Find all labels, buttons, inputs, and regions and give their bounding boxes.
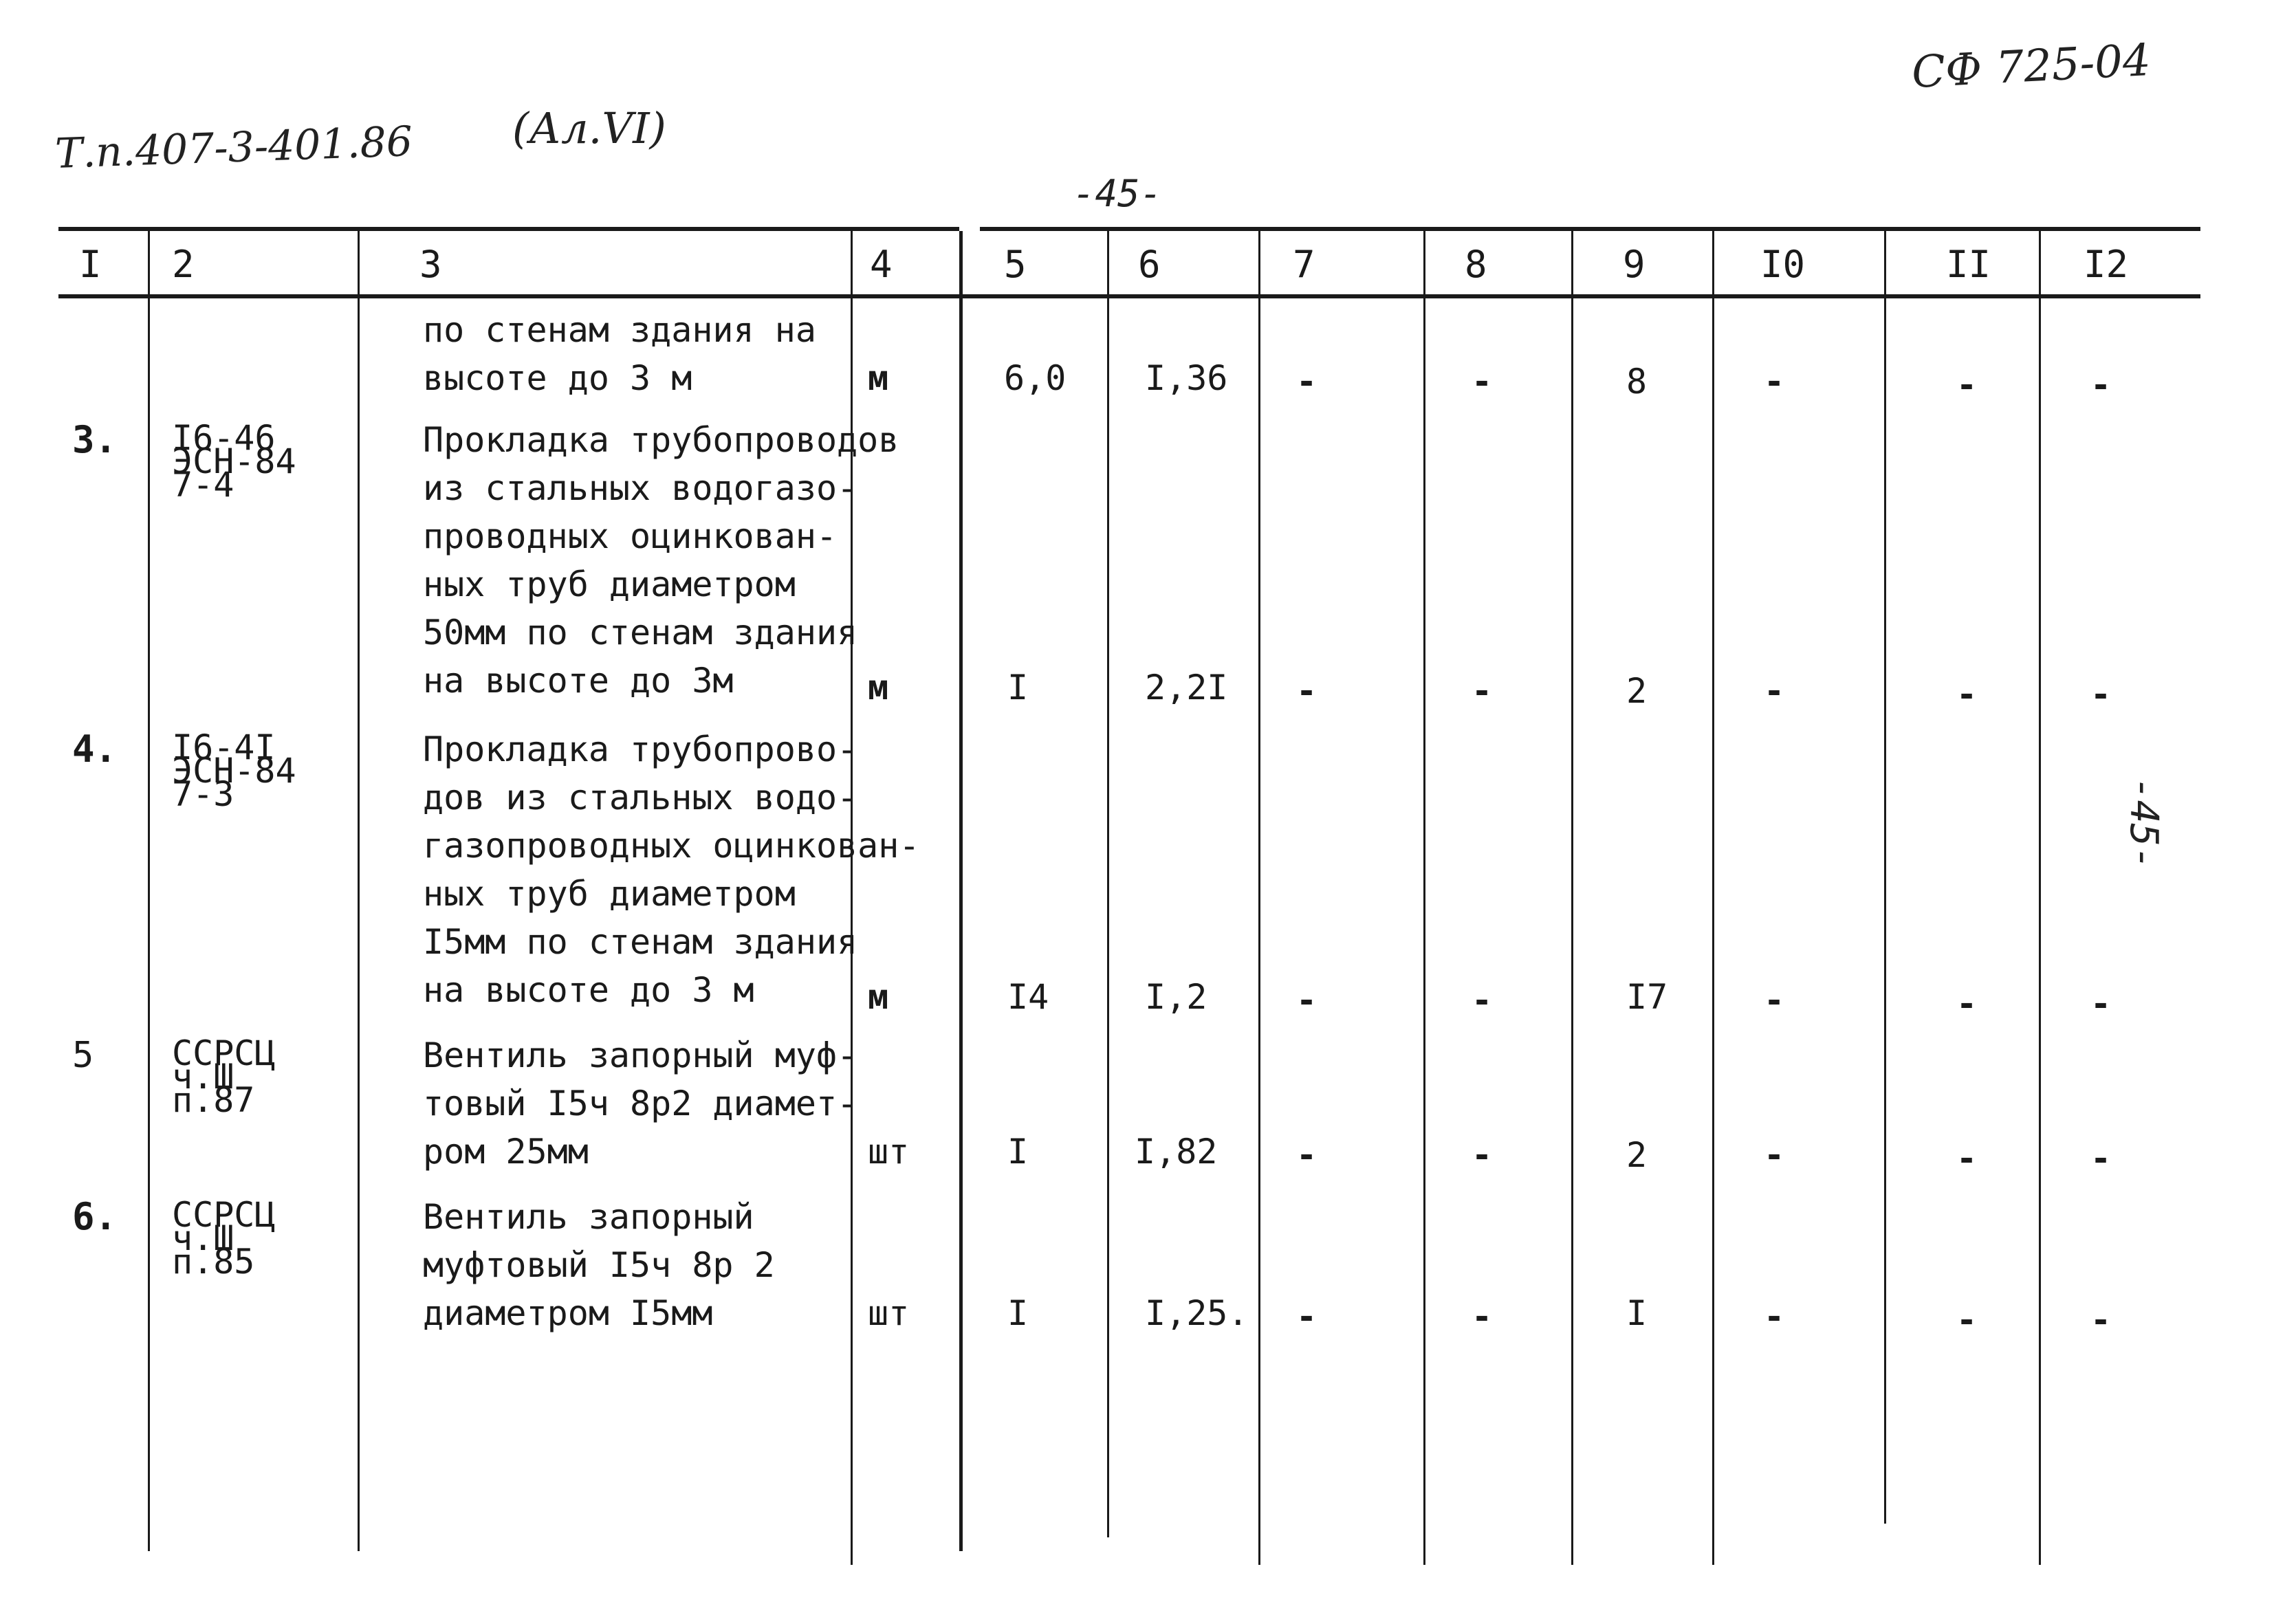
- document-code: СФ 725-04: [1910, 34, 2152, 99]
- row-value-7: -: [1296, 1297, 1318, 1337]
- header-col-9: 9: [1623, 243, 1646, 286]
- table-top-rule: [58, 227, 959, 231]
- row-value-10: -: [1764, 1297, 1785, 1337]
- row-value-12: -: [2090, 1139, 2112, 1178]
- header-col-12: I2: [2084, 243, 2129, 286]
- row-value-11: -: [1956, 674, 1978, 714]
- row-value-11: -: [1956, 984, 1978, 1024]
- row-quantity: 6,0: [1004, 358, 1067, 398]
- row-value-7: -: [1296, 671, 1318, 711]
- row-value-6: I,82: [1135, 1132, 1218, 1172]
- header-col-5: 5: [1004, 243, 1027, 286]
- col-divider-8: [1571, 231, 1573, 1565]
- header-col-3: 3: [419, 243, 442, 286]
- row-description: Прокладка трубопроводов из стальных водогазо- проводных оцинкован- ных труб диаметром 50мм по стенам здания на высоте до 3м: [423, 420, 899, 701]
- row-quantity: I4: [1007, 977, 1049, 1017]
- page-number-top: -45-: [1073, 172, 1163, 215]
- row-value-6: 2,2I: [1145, 668, 1228, 707]
- row-value-12: -: [2090, 984, 2112, 1024]
- row-value-8: -: [1472, 1297, 1493, 1337]
- col-divider-6: [1258, 231, 1260, 1565]
- row-value-9: 2: [1626, 1135, 1648, 1175]
- col-divider-2: [358, 231, 360, 1551]
- header-bottom-rule: [58, 294, 2200, 298]
- row-code: I6-46 ЭСН-84 7-4: [172, 418, 296, 505]
- row-value-7: -: [1296, 1135, 1318, 1175]
- row-value-11: -: [1956, 1300, 1978, 1340]
- row-value-8: -: [1472, 1135, 1493, 1175]
- document-reference: Т.п.407-3-401.86: [54, 117, 414, 179]
- row-value-9: 8: [1626, 362, 1648, 402]
- row-value-6: I,25.: [1145, 1293, 1249, 1333]
- col-divider-1: [148, 231, 150, 1551]
- row-quantity: I: [1007, 668, 1029, 707]
- row-code: ССРСЦ ч.Ш п.85: [172, 1195, 276, 1282]
- row-value-10: -: [1764, 980, 1785, 1020]
- row-description: Вентиль запорный муфтовый I5ч 8р 2 диаметром I5мм: [423, 1197, 775, 1333]
- row-value-10: -: [1764, 671, 1785, 711]
- row-value-8: -: [1472, 671, 1493, 711]
- row-value-9: 2: [1626, 671, 1648, 711]
- row-value-10: -: [1764, 362, 1785, 402]
- row-value-6: I,2: [1145, 977, 1207, 1017]
- row-description: Вентиль запорный муф- товый I5ч 8р2 диамет- ром 25мм: [423, 1035, 858, 1172]
- row-description: по стенам здания на высоте до 3 м: [423, 310, 816, 398]
- row-value-6: I,36: [1145, 358, 1228, 398]
- row-number: 3.: [72, 418, 118, 461]
- header-col-1: I: [79, 243, 102, 286]
- row-value-11: -: [1956, 1139, 1978, 1178]
- table-top-rule-right: [980, 227, 2200, 231]
- row-value-7: -: [1296, 980, 1318, 1020]
- row-unit: шт: [868, 1132, 910, 1172]
- col-divider-9: [1712, 231, 1714, 1565]
- row-unit: м: [868, 358, 889, 398]
- row-value-10: -: [1764, 1135, 1785, 1175]
- col-divider-11: [2039, 231, 2041, 1565]
- row-value-7: -: [1296, 362, 1318, 402]
- row-description: Прокладка трубопрово- дов из стальных водо- газопроводных оцинкован- ных труб диаметром I5мм по стенам здания на высоте до 3 м: [423, 729, 920, 1010]
- row-value-12: -: [2090, 1300, 2112, 1340]
- row-code: I6-4I ЭСН-84 7-3: [172, 727, 296, 814]
- row-value-12: -: [2090, 365, 2112, 405]
- row-value-8: -: [1472, 362, 1493, 402]
- row-quantity: I: [1007, 1132, 1029, 1172]
- col-divider-7: [1423, 231, 1425, 1565]
- row-number: 5: [72, 1035, 94, 1076]
- row-number: 6.: [72, 1195, 118, 1238]
- header-col-2: 2: [172, 243, 195, 286]
- row-code: ССРСЦ ч.Ш п.87: [172, 1033, 276, 1120]
- col-divider-5: [1107, 231, 1109, 1537]
- header-col-7: 7: [1293, 243, 1315, 286]
- row-number: 4.: [72, 727, 118, 771]
- sheet-label: (Ал.VI): [512, 103, 666, 153]
- header-col-11: II: [1946, 243, 1991, 286]
- page-number-side: -45-: [2121, 777, 2166, 870]
- row-value-9: I7: [1626, 977, 1668, 1017]
- row-unit: м: [868, 977, 889, 1017]
- header-col-10: I0: [1760, 243, 1806, 286]
- row-unit: м: [868, 668, 889, 707]
- header-col-6: 6: [1138, 243, 1161, 286]
- row-value-8: -: [1472, 980, 1493, 1020]
- col-divider-10: [1884, 231, 1886, 1524]
- row-value-11: -: [1956, 365, 1978, 405]
- header-col-8: 8: [1465, 243, 1487, 286]
- row-value-12: -: [2090, 674, 2112, 714]
- header-col-4: 4: [870, 243, 893, 286]
- row-quantity: I: [1007, 1293, 1029, 1333]
- col-divider-4: [959, 231, 963, 1551]
- row-unit: шт: [868, 1293, 910, 1333]
- row-value-9: I: [1626, 1293, 1648, 1333]
